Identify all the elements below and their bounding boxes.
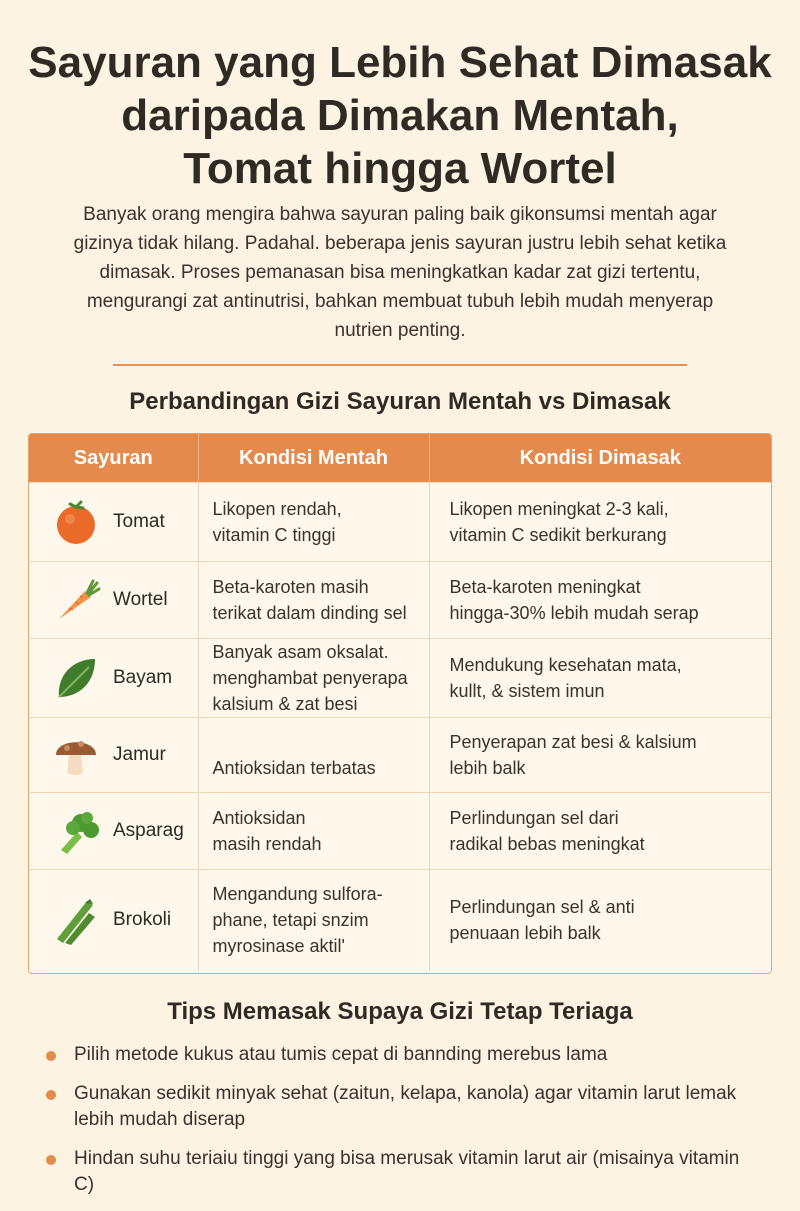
cooked-condition-cell-line: kullt, & sistem imun <box>449 681 605 701</box>
section-divider <box>113 364 687 366</box>
raw-condition-cell <box>198 483 429 562</box>
cooked-condition-cell-line: penuaan lebih balk <box>449 923 601 944</box>
vegetable-cell <box>29 793 198 870</box>
vegetable-cell <box>29 562 198 639</box>
vegetable-label <box>51 895 198 945</box>
comparison-table <box>28 433 772 974</box>
cooked-condition-cell <box>429 870 771 971</box>
broccoli-icon <box>51 806 101 856</box>
vegetable-cell <box>29 870 198 971</box>
vegetable-label <box>51 653 198 703</box>
tip-text: Pilih metode kukus atau tumis cepat di bannding merebus lama <box>74 1044 608 1065</box>
raw-condition-cell <box>198 562 429 639</box>
tip-item <box>44 1146 744 1198</box>
tips-title: Tips Memasak Supaya Gizi Tetap Teriaga <box>167 998 633 1025</box>
raw-condition-cell-line: Antioksidan <box>212 808 306 828</box>
bullet-icon <box>46 1051 56 1061</box>
raw-condition-cell <box>198 639 429 718</box>
header-raw: Kondisi Mentah <box>198 434 429 483</box>
vegetable-cell <box>29 718 198 793</box>
raw-condition-cell-line: Banyak asam oksalat. <box>212 642 389 662</box>
vegetable-label <box>51 575 198 625</box>
cooked-condition-cell-line: Beta-karoten meningkat <box>449 577 641 597</box>
table-row <box>29 718 771 793</box>
cooked-condition-cell-line: Penyerapan zat besi & kalsium <box>449 732 697 752</box>
vegetable-name: Bayam <box>113 667 173 688</box>
raw-condition-cell-line: Beta-karoten masih <box>212 577 369 597</box>
bullet-icon <box>46 1090 56 1100</box>
raw-condition-cell-line: phane, tetapi snzim <box>212 910 369 931</box>
cooked-condition-cell-line: Perlindungan sel dari <box>449 808 619 828</box>
vegetable-label <box>51 806 198 856</box>
table-row <box>29 483 771 562</box>
raw-condition-cell-line: masih rendah <box>212 834 322 854</box>
raw-condition-cell-line: terikat dalam dinding sel <box>212 603 407 623</box>
raw-condition-cell <box>198 793 429 870</box>
asparagus-icon <box>51 895 101 945</box>
raw-condition-cell-line: Antioksidan terbatas <box>212 758 376 778</box>
vegetable-cell <box>29 639 198 718</box>
vegetable-name: Jamur <box>113 744 166 765</box>
cooked-condition-cell <box>429 639 771 718</box>
vegetable-name: Asparag <box>113 820 184 841</box>
vegetable-label <box>51 730 198 780</box>
mushroom-icon <box>51 730 101 780</box>
raw-condition-cell <box>198 718 429 793</box>
title-line-2: daripada Dimakan Mentah, <box>121 91 679 140</box>
vegetable-name: Wortel <box>113 589 168 610</box>
raw-condition-cell-line: vitamin C tinggi <box>212 525 336 545</box>
cooked-condition-cell <box>429 483 771 562</box>
raw-condition-cell-line: Mengandung sulfora- <box>212 884 383 905</box>
bullet-icon <box>46 1155 56 1165</box>
table-header-row <box>29 434 771 483</box>
vegetable-name: Tomat <box>113 511 165 532</box>
table-row <box>29 562 771 639</box>
tips-list <box>44 1042 744 1211</box>
cooked-condition-cell-line: Likopen meningkat 2-3 kali, <box>449 499 669 519</box>
page-title <box>20 36 780 195</box>
title-line-1: Sayuran yang Lebih Sehat Dimasak <box>28 38 772 87</box>
comparison-title: Perbandingan Gizi Sayuran Mentah vs Dimasak <box>129 388 671 415</box>
cooked-condition-cell <box>429 718 771 793</box>
table-row <box>29 870 771 971</box>
vegetable-name: Brokoli <box>113 909 172 931</box>
raw-condition-cell <box>198 870 429 971</box>
cooked-condition-cell-line: hingga-30% lebih mudah serap <box>449 603 699 623</box>
tip-item <box>44 1081 744 1133</box>
table-row <box>29 793 771 870</box>
cooked-condition-cell-line: lebih balk <box>449 758 526 778</box>
cooked-condition-cell <box>429 562 771 639</box>
spinach-leaf-icon <box>51 653 101 703</box>
header-cooked: Kondisi Dimasak <box>429 434 771 483</box>
cooked-condition-cell-line: Perlindungan sel & anti <box>449 897 635 918</box>
carrot-icon <box>51 575 101 625</box>
tip-item <box>44 1042 744 1068</box>
tip-text: Hindan suhu teriaiu tinggi yang bisa merusak vitamin larut air (misainya vitamin C) <box>74 1148 740 1195</box>
title-line-3: Tomat hingga Wortel <box>183 144 617 193</box>
cooked-condition-cell <box>429 793 771 870</box>
raw-condition-cell-line: menghambat penyerapa <box>212 668 408 688</box>
raw-condition-cell-line: kalsium & zat besi <box>212 694 358 714</box>
vegetable-label <box>51 497 198 547</box>
cooked-condition-cell-line: vitamin C sedikit berkurang <box>449 525 667 545</box>
raw-condition-cell-line <box>213 729 429 755</box>
tip-text: Gunakan sedikit minyak sehat (zaitun, kelapa, kanola) agar vitamin larut lemak lebih mudah diserap <box>74 1083 737 1130</box>
header-vegetable: Sayuran <box>29 434 198 483</box>
cooked-condition-cell-line: Mendukung kesehatan mata, <box>449 655 682 675</box>
cooked-condition-cell-line: radikal bebas meningkat <box>449 834 645 854</box>
raw-condition-cell-line: Likopen rendah, <box>212 499 342 519</box>
tomato-icon <box>51 497 101 547</box>
vegetable-cell <box>29 483 198 562</box>
table-row <box>29 639 771 718</box>
raw-condition-cell-line: myrosinase aktil' <box>212 936 345 957</box>
intro-paragraph: Banyak orang mengira bahwa sayuran paling baik gikonsumsi mentah agar gizinya tidak hilang. Padahal. beberapa jenis sayuran justru lebih sehat ketika dimasak. Proses pemanasan bisa meningkatkan kadar zat gizi tertentu, mengurangi zat antinutrisi, bahkan membuat tubuh lebih mudah menyerap nutrien penting. <box>73 204 727 341</box>
